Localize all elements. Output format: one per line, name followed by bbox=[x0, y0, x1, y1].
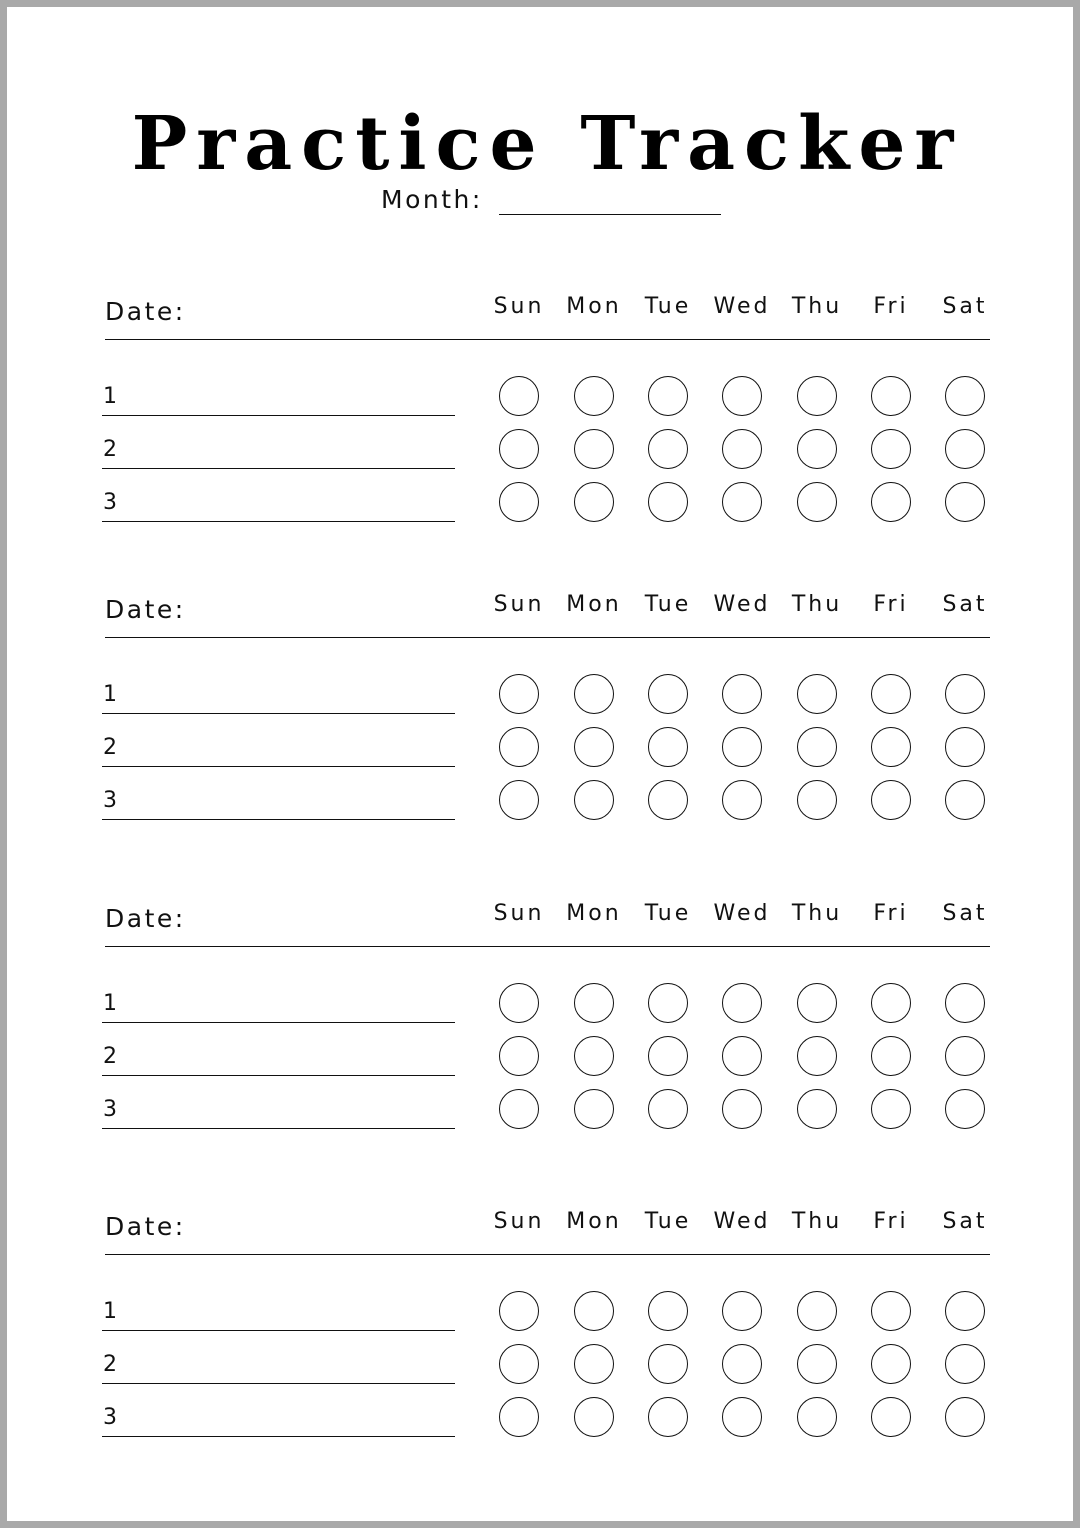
check-circle[interactable] bbox=[499, 674, 539, 714]
check-circle[interactable] bbox=[797, 780, 837, 820]
month-label: Month: bbox=[381, 185, 483, 214]
tracker-section bbox=[7, 902, 1080, 1142]
check-circle[interactable] bbox=[574, 983, 614, 1023]
check-circle[interactable] bbox=[574, 1089, 614, 1129]
day-header: Fri bbox=[873, 901, 909, 926]
check-circle[interactable] bbox=[797, 1089, 837, 1129]
check-circle[interactable] bbox=[499, 1089, 539, 1129]
day-header: Mon bbox=[566, 294, 622, 319]
month-blank-line[interactable] bbox=[499, 214, 721, 215]
check-circle[interactable] bbox=[871, 1291, 911, 1331]
month-row bbox=[381, 183, 483, 223]
check-circle[interactable] bbox=[574, 727, 614, 767]
date-label: Date: bbox=[105, 595, 186, 624]
day-header: Wed bbox=[713, 592, 771, 617]
check-circle[interactable] bbox=[871, 376, 911, 416]
day-header: Sun bbox=[493, 901, 545, 926]
header-divider bbox=[105, 339, 990, 340]
header-divider bbox=[105, 1254, 990, 1255]
item-number: 3 bbox=[103, 490, 117, 515]
day-header: Sat bbox=[942, 294, 988, 319]
check-circle[interactable] bbox=[499, 376, 539, 416]
check-circle[interactable] bbox=[945, 1291, 985, 1331]
check-circle[interactable] bbox=[945, 376, 985, 416]
check-circle[interactable] bbox=[499, 727, 539, 767]
check-circle[interactable] bbox=[945, 482, 985, 522]
check-circle[interactable] bbox=[499, 1291, 539, 1331]
day-header: Wed bbox=[713, 901, 771, 926]
check-circle[interactable] bbox=[648, 1344, 688, 1384]
item-write-line[interactable] bbox=[102, 1383, 455, 1384]
item-number: 3 bbox=[103, 788, 117, 813]
page-title: Practice Tracker bbox=[131, 101, 963, 187]
check-circle[interactable] bbox=[648, 376, 688, 416]
day-header: Tue bbox=[644, 294, 692, 319]
check-circle[interactable] bbox=[648, 482, 688, 522]
item-number: 2 bbox=[103, 1352, 117, 1377]
item-number: 1 bbox=[103, 1299, 117, 1324]
tracker-section bbox=[7, 1210, 1080, 1450]
check-circle[interactable] bbox=[722, 1036, 762, 1076]
day-header: Tue bbox=[644, 592, 692, 617]
check-circle[interactable] bbox=[797, 1291, 837, 1331]
check-circle[interactable] bbox=[797, 429, 837, 469]
check-circle[interactable] bbox=[499, 482, 539, 522]
check-circle[interactable] bbox=[574, 482, 614, 522]
check-circle[interactable] bbox=[648, 674, 688, 714]
day-header: Mon bbox=[566, 592, 622, 617]
check-circle[interactable] bbox=[499, 1036, 539, 1076]
check-circle[interactable] bbox=[574, 1344, 614, 1384]
check-circle[interactable] bbox=[648, 780, 688, 820]
check-circle[interactable] bbox=[797, 376, 837, 416]
check-circle[interactable] bbox=[945, 727, 985, 767]
item-number: 2 bbox=[103, 735, 117, 760]
check-circle[interactable] bbox=[574, 1291, 614, 1331]
check-circle[interactable] bbox=[945, 1089, 985, 1129]
check-circle[interactable] bbox=[574, 674, 614, 714]
check-circle[interactable] bbox=[722, 727, 762, 767]
check-circle[interactable] bbox=[574, 376, 614, 416]
check-circle[interactable] bbox=[722, 674, 762, 714]
day-header: Wed bbox=[713, 1209, 771, 1234]
day-header: Tue bbox=[644, 1209, 692, 1234]
check-circle[interactable] bbox=[499, 429, 539, 469]
check-circle[interactable] bbox=[945, 674, 985, 714]
day-header: Mon bbox=[566, 901, 622, 926]
item-write-line[interactable] bbox=[102, 1128, 455, 1129]
check-circle[interactable] bbox=[945, 1344, 985, 1384]
date-label: Date: bbox=[105, 904, 186, 933]
day-header: Fri bbox=[873, 294, 909, 319]
check-circle[interactable] bbox=[797, 1036, 837, 1076]
check-circle[interactable] bbox=[648, 429, 688, 469]
check-circle[interactable] bbox=[871, 674, 911, 714]
check-circle[interactable] bbox=[871, 482, 911, 522]
check-circle[interactable] bbox=[722, 1291, 762, 1331]
item-write-line[interactable] bbox=[102, 1022, 455, 1023]
date-label: Date: bbox=[105, 1212, 186, 1241]
item-write-line[interactable] bbox=[102, 1436, 455, 1437]
check-circle[interactable] bbox=[797, 727, 837, 767]
item-number: 1 bbox=[103, 384, 117, 409]
check-circle[interactable] bbox=[648, 727, 688, 767]
day-header: Fri bbox=[873, 1209, 909, 1234]
check-circle[interactable] bbox=[871, 429, 911, 469]
day-header: Thu bbox=[791, 1209, 843, 1234]
check-circle[interactable] bbox=[722, 482, 762, 522]
check-circle[interactable] bbox=[871, 1397, 911, 1437]
day-header: Sat bbox=[942, 901, 988, 926]
check-circle[interactable] bbox=[722, 1089, 762, 1129]
item-write-line[interactable] bbox=[102, 1330, 455, 1331]
check-circle[interactable] bbox=[797, 482, 837, 522]
day-header: Sat bbox=[942, 1209, 988, 1234]
item-number: 3 bbox=[103, 1097, 117, 1122]
item-number: 3 bbox=[103, 1405, 117, 1430]
item-number: 1 bbox=[103, 682, 117, 707]
day-header: Sun bbox=[493, 1209, 545, 1234]
day-header: Fri bbox=[873, 592, 909, 617]
tracker-section bbox=[7, 593, 1080, 833]
day-header: Sat bbox=[942, 592, 988, 617]
check-circle[interactable] bbox=[945, 1397, 985, 1437]
check-circle[interactable] bbox=[871, 1344, 911, 1384]
day-header: Thu bbox=[791, 901, 843, 926]
check-circle[interactable] bbox=[871, 1089, 911, 1129]
check-circle[interactable] bbox=[945, 983, 985, 1023]
header-divider bbox=[105, 637, 990, 638]
check-circle[interactable] bbox=[722, 429, 762, 469]
day-header: Sun bbox=[493, 592, 545, 617]
item-write-line[interactable] bbox=[102, 766, 455, 767]
item-write-line[interactable] bbox=[102, 468, 455, 469]
check-circle[interactable] bbox=[871, 727, 911, 767]
check-circle[interactable] bbox=[499, 1397, 539, 1437]
check-circle[interactable] bbox=[574, 780, 614, 820]
day-header: Tue bbox=[644, 901, 692, 926]
item-write-line[interactable] bbox=[102, 819, 455, 820]
check-circle[interactable] bbox=[648, 1036, 688, 1076]
check-circle[interactable] bbox=[945, 1036, 985, 1076]
check-circle[interactable] bbox=[648, 983, 688, 1023]
check-circle[interactable] bbox=[797, 1344, 837, 1384]
item-number: 1 bbox=[103, 991, 117, 1016]
check-circle[interactable] bbox=[722, 780, 762, 820]
check-circle[interactable] bbox=[574, 1397, 614, 1437]
check-circle[interactable] bbox=[797, 983, 837, 1023]
tracker-section bbox=[7, 295, 1080, 535]
item-write-line[interactable] bbox=[102, 521, 455, 522]
day-header: Thu bbox=[791, 592, 843, 617]
header-divider bbox=[105, 946, 990, 947]
check-circle[interactable] bbox=[499, 780, 539, 820]
check-circle[interactable] bbox=[648, 1291, 688, 1331]
check-circle[interactable] bbox=[871, 983, 911, 1023]
check-circle[interactable] bbox=[722, 983, 762, 1023]
day-header: Mon bbox=[566, 1209, 622, 1234]
check-circle[interactable] bbox=[574, 1036, 614, 1076]
check-circle[interactable] bbox=[574, 429, 614, 469]
check-circle[interactable] bbox=[945, 429, 985, 469]
item-write-line[interactable] bbox=[102, 713, 455, 714]
item-write-line[interactable] bbox=[102, 1075, 455, 1076]
check-circle[interactable] bbox=[945, 780, 985, 820]
day-header: Wed bbox=[713, 294, 771, 319]
check-circle[interactable] bbox=[722, 376, 762, 416]
check-circle[interactable] bbox=[797, 1397, 837, 1437]
check-circle[interactable] bbox=[648, 1089, 688, 1129]
check-circle[interactable] bbox=[499, 983, 539, 1023]
check-circle[interactable] bbox=[648, 1397, 688, 1437]
day-header: Sun bbox=[493, 294, 545, 319]
check-circle[interactable] bbox=[871, 1036, 911, 1076]
check-circle[interactable] bbox=[797, 674, 837, 714]
item-write-line[interactable] bbox=[102, 415, 455, 416]
item-number: 2 bbox=[103, 437, 117, 462]
check-circle[interactable] bbox=[871, 780, 911, 820]
check-circle[interactable] bbox=[722, 1397, 762, 1437]
date-label: Date: bbox=[105, 297, 186, 326]
check-circle[interactable] bbox=[722, 1344, 762, 1384]
check-circle[interactable] bbox=[499, 1344, 539, 1384]
day-header: Thu bbox=[791, 294, 843, 319]
item-number: 2 bbox=[103, 1044, 117, 1069]
